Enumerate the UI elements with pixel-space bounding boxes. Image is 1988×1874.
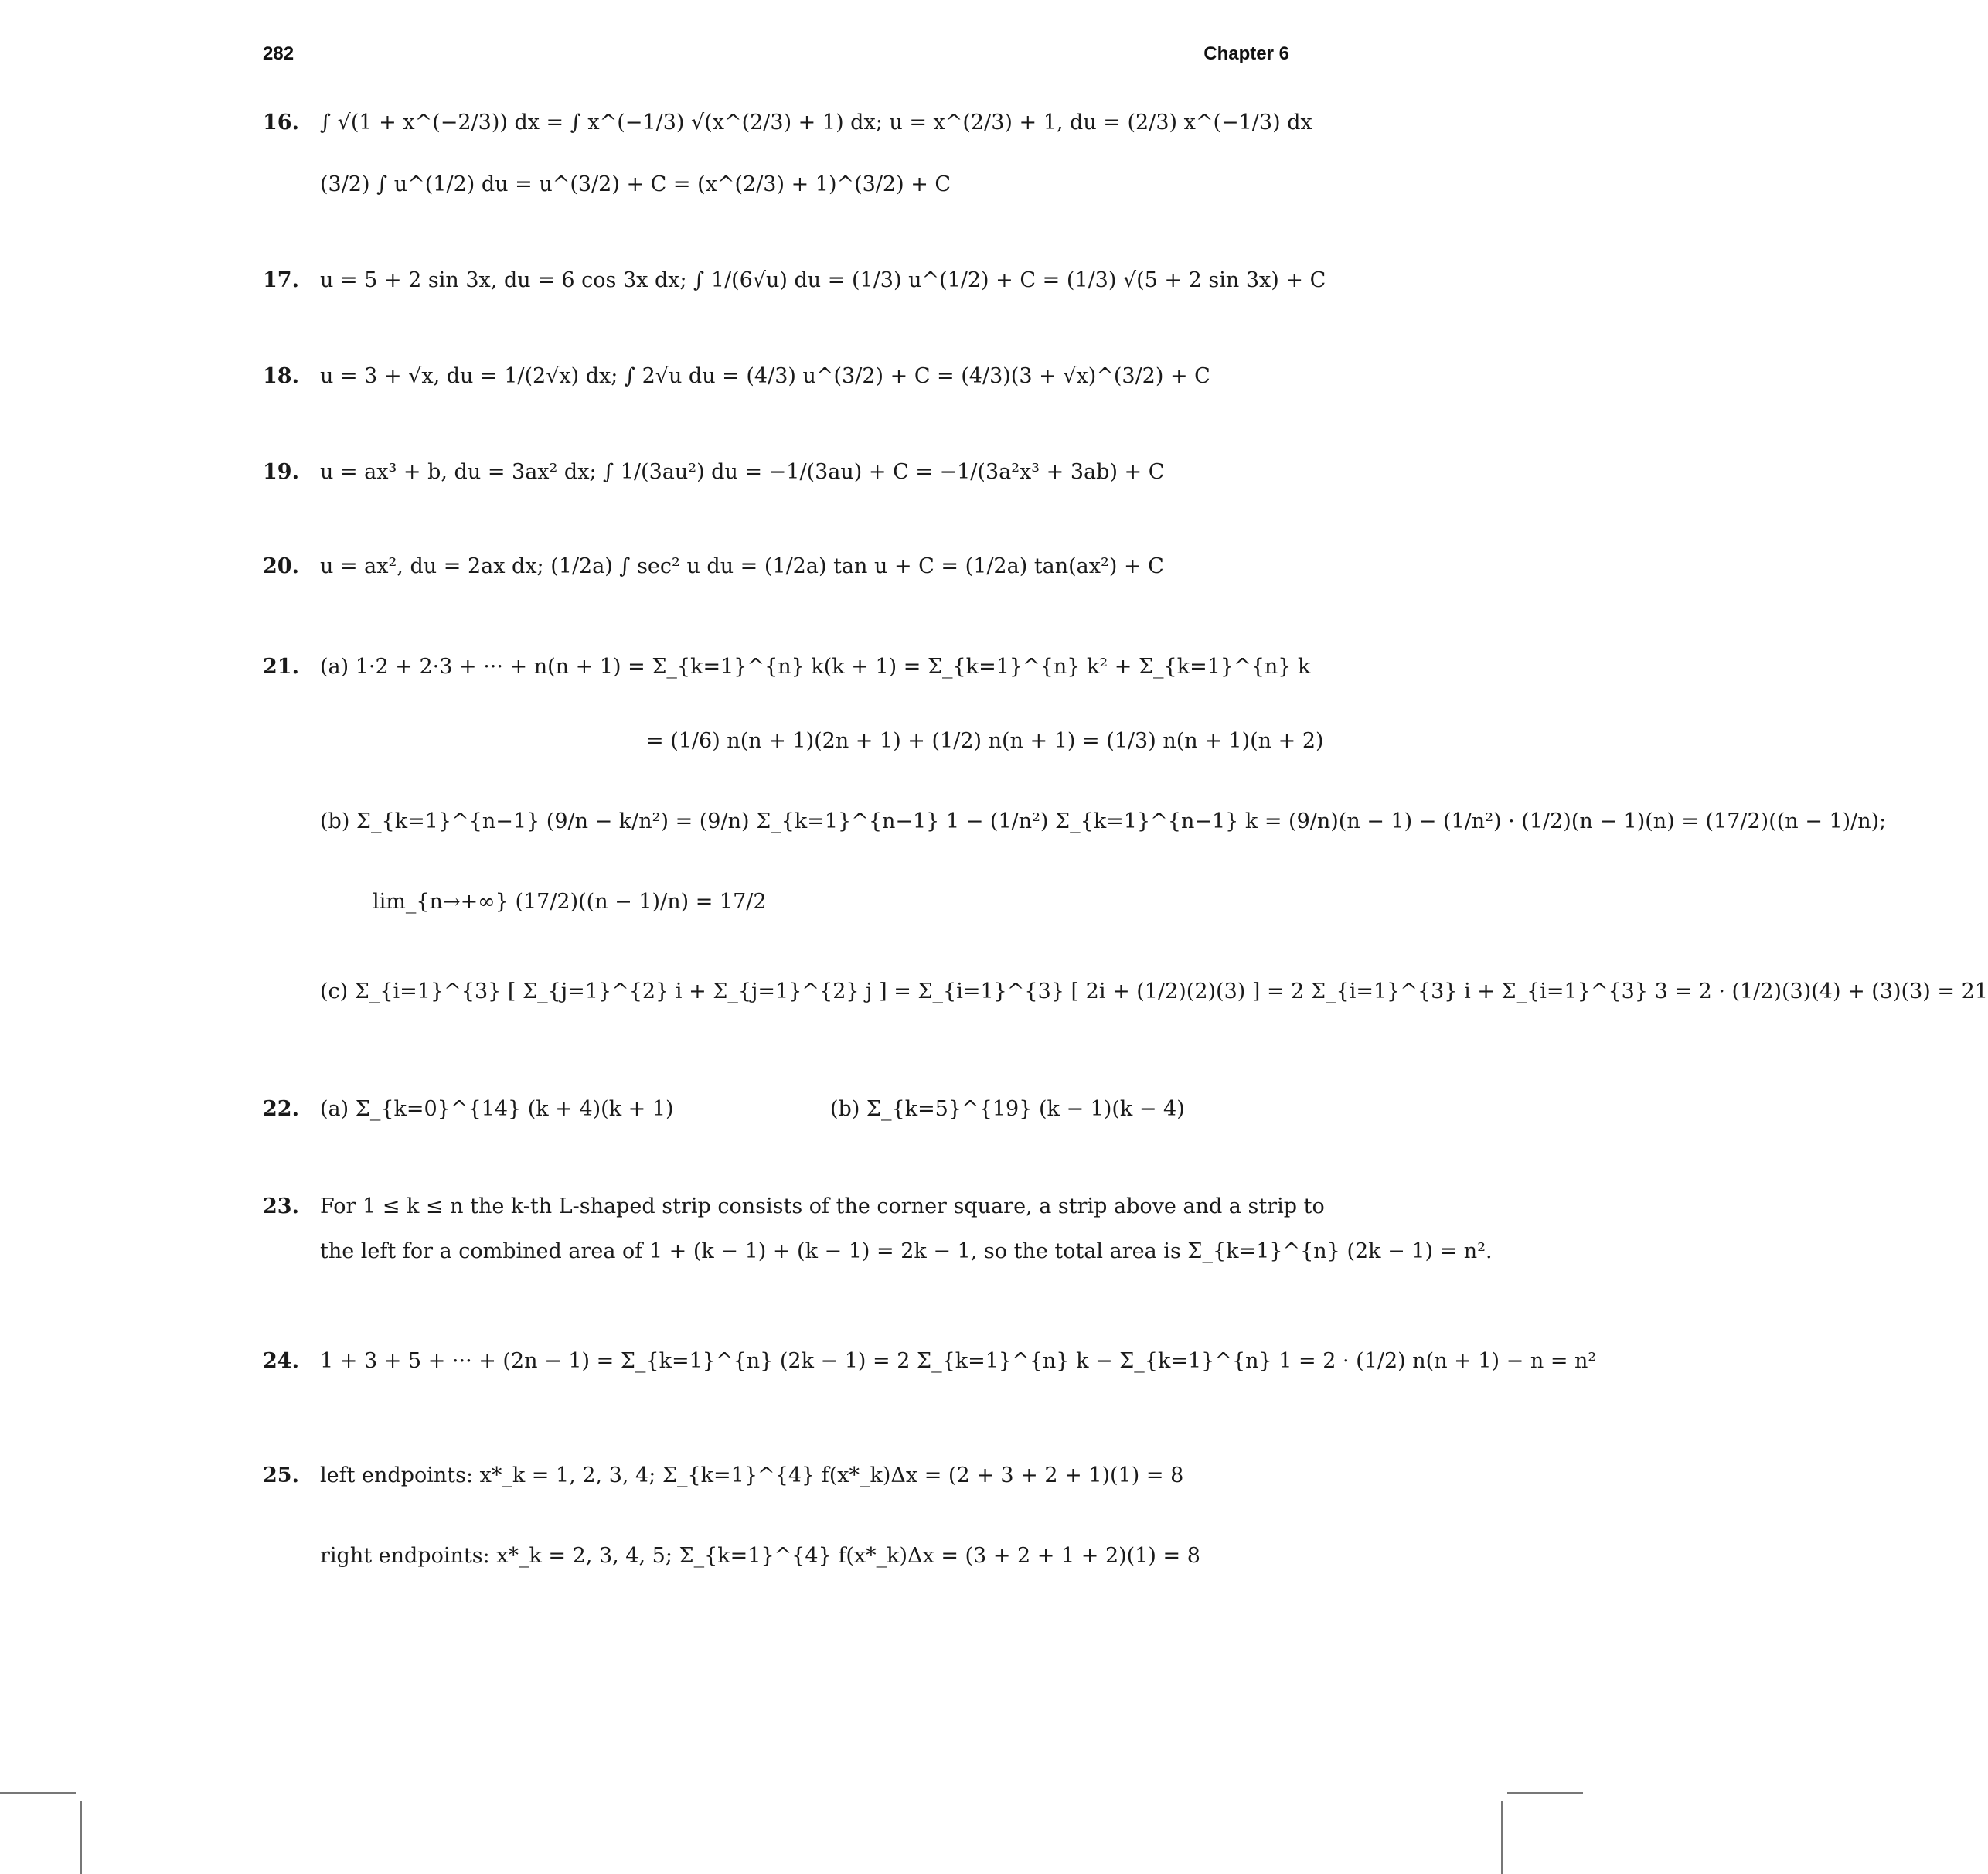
solution-line: For 1 ≤ k ≤ n the k-th L-shaped strip consists of the corner square, a strip above and a strip to (320, 1194, 1325, 1218)
solution-line: = (1/6) n(n + 1)(2n + 1) + (1/2) n(n + 1) = (1/3) n(n + 1)(n + 2) (646, 729, 1324, 753)
solution-part-b: (b) Σ_{k=5}^{19} (k − 1)(k − 4) (830, 1097, 1185, 1121)
problem-number: 16. (263, 111, 299, 135)
problem-number: 17. (263, 268, 299, 292)
solution-line: u = ax², du = 2ax dx; (1/2a) ∫ sec² u du = (1/2a) tan u + C = (1/2a) tan(ax²) + C (320, 554, 1164, 578)
problem-number: 25. (263, 1463, 299, 1487)
problem-number: 21. (263, 655, 299, 679)
problem-number: 18. (263, 364, 299, 388)
problem-16 (263, 110, 1312, 136)
solution-line: the left for a combined area of 1 + (k − 1) + (k − 1) = 2k − 1, so the total area is Σ_{k=1}^{n} (2k − 1) = n². (320, 1239, 1493, 1263)
problem-24 (263, 1348, 1597, 1375)
page-number: 282 (263, 43, 294, 64)
chapter-title: Chapter 6 (1203, 43, 1289, 64)
problem-25 (263, 1463, 1289, 1489)
solution-line: right endpoints: x*_k = 2, 3, 4, 5; Σ_{k=1}^{4} f(x*_k)Δx = (3 + 2 + 1 + 2)(1) = 8 (320, 1544, 1200, 1568)
crop-mark (1501, 1801, 1503, 1874)
solution-part-a: (a) Σ_{k=0}^{14} (k + 4)(k + 1) (320, 1097, 674, 1121)
solution-line: (b) Σ_{k=1}^{n−1} (9/n − k/n²) = (9/n) Σ_{k=1}^{n−1} 1 − (1/n²) Σ_{k=1}^{n−1} k = (9/n)(n − 1) − (1/n²) · (1/2)(n − 1)(n) = (17/2)((n − 1)/n); (320, 809, 1887, 833)
solution-line: lim_{n→+∞} (17/2)((n − 1)/n) = 17/2 (373, 890, 767, 914)
crop-mark (1507, 1792, 1583, 1794)
problem-23 (263, 1194, 1325, 1220)
solution-line: u = 5 + 2 sin 3x, du = 6 cos 3x dx; ∫ 1/(6√u) du = (1/3) u^(1/2) + C = (1/3) √(5 + 2 sin 3x) + C (320, 268, 1326, 292)
solution-line: ∫ √(1 + x^(−2/3)) dx = ∫ x^(−1/3) √(x^(2/3) + 1) dx; u = x^(2/3) + 1, du = (2/3) x^(−1/3) dx (320, 111, 1312, 135)
solution-line: (a) 1·2 + 2·3 + ··· + n(n + 1) = Σ_{k=1}^{n} k(k + 1) = Σ_{k=1}^{n} k² + Σ_{k=1}^{n} k (320, 655, 1311, 679)
problem-number: 22. (263, 1097, 299, 1121)
solution-line: (c) Σ_{i=1}^{3} [ Σ_{j=1}^{2} i + Σ_{j=1}^{2} j ] = Σ_{i=1}^{3} [ 2i + (1/2)(2)(3) ] = 2 Σ_{i=1}^{3} i + Σ_{i=1}^{3} 3 = 2 · (1/2)(3)(4) + (3)(3) = 21 (320, 980, 1988, 1003)
problem-18 (263, 363, 1289, 390)
problem-number: 23. (263, 1194, 299, 1218)
problem-number: 19. (263, 460, 299, 484)
solution-line: u = ax³ + b, du = 3ax² dx; ∫ 1/(3au²) du = −1/(3au) + C = −1/(3a²x³ + 3ab) + C (320, 460, 1165, 484)
problem-22 (263, 1096, 1289, 1123)
problem-21 (263, 654, 1311, 680)
solution-line: u = 3 + √x, du = 1/(2√x) dx; ∫ 2√u du = (4/3) u^(3/2) + C = (4/3)(3 + √x)^(3/2) + C (320, 364, 1210, 388)
solution-line: 1 + 3 + 5 + ··· + (2n − 1) = Σ_{k=1}^{n} (2k − 1) = 2 Σ_{k=1}^{n} k − Σ_{k=1}^{n} 1 = 2 · (1/2) n(n + 1) − n = n² (320, 1349, 1597, 1373)
crop-mark (0, 1792, 76, 1794)
solution-line: left endpoints: x*_k = 1, 2, 3, 4; Σ_{k=1}^{4} f(x*_k)Δx = (2 + 3 + 2 + 1)(1) = 8 (320, 1463, 1184, 1487)
solution-line: (3/2) ∫ u^(1/2) du = u^(3/2) + C = (x^(2/3) + 1)^(3/2) + C (320, 172, 951, 196)
problem-number: 24. (263, 1349, 299, 1373)
problem-19 (263, 459, 1289, 486)
problem-17 (263, 267, 1326, 294)
problem-20 (263, 554, 1289, 580)
crop-mark (80, 1801, 82, 1874)
problem-number: 20. (263, 554, 299, 578)
